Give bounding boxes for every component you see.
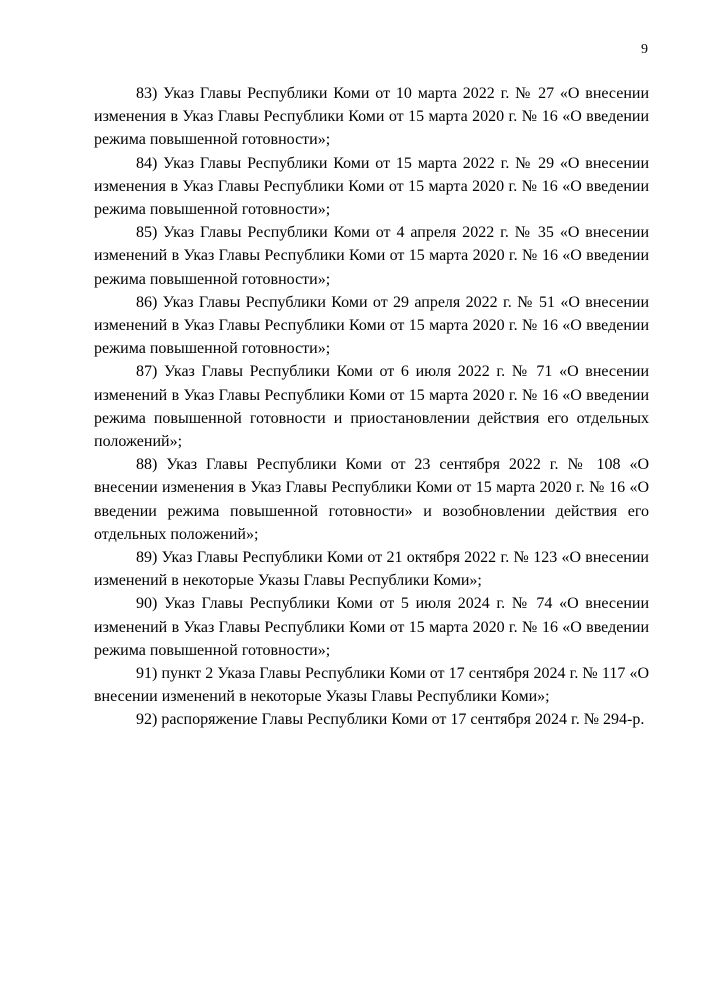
list-item-87: 87) Указ Главы Республики Коми от 6 июля 2022 г. № 71 «О внесении изменений в Указ Главы Республики Коми от 15 марта 2020 г. № 16 «О введении режима повышенной готовности и приостановлении действия его отдельных положений»; (94, 363, 649, 451)
list-item-91: 91) пункт 2 Указа Главы Республики Коми от 17 сентября 2024 г. № 117 «О внесении изменений в некоторые Указы Главы Республики Коми»; (94, 665, 649, 706)
list-item-86: 86) Указ Главы Республики Коми от 29 апреля 2022 г. № 51 «О внесении изменений в Указ Главы Республики Коми от 15 марта 2020 г. № 16 «О введении режима повышенной готовности»; (94, 293, 649, 358)
list-item-83: 83) Указ Главы Республики Коми от 10 марта 2022 г. № 27 «О внесении изменения в Указ Главы Республики Коми от 15 марта 2020 г. № 16 «О введении режима повышенной готовности»; (94, 85, 649, 149)
list-item-88: 88) Указ Главы Республики Коми от 23 сентября 2022 г. № 108 «О внесении изменения в Указ Главы Республики Коми от 15 марта 2020 г. № 16 «О введении режима повышенной готовности» и возобновлении действия его отдельных положений»; (94, 456, 649, 543)
list-item-85: 85) Указ Главы Республики Коми от 4 апреля 2022 г. № 35 «О внесении изменений в Указ Главы Республики Коми от 15 марта 2020 г. № 16 «О введении режима повышенной готовности»; (94, 224, 649, 288)
list-item-92: 92) распоряжение Главы Республики Коми от 17 сентября 2024 г. № 294-р. (136, 711, 645, 729)
list-item-90: 90) Указ Главы Республики Коми от 5 июля 2024 г. № 74 «О внесении изменений в Указ Главы Республики Коми от 15 марта 2020 г. № 16 «О введении режима повышенной готовности»; (94, 595, 649, 659)
page-number: 9 (641, 42, 648, 57)
list-item-84: 84) Указ Главы Республики Коми от 15 марта 2022 г. № 29 «О внесении изменения в Указ Главы Республики Коми от 15 марта 2020 г. № 16 «О введении режима повышенной готовности»; (94, 154, 649, 219)
list-item-89: 89) Указ Главы Республики Коми от 21 октября 2022 г. № 123 «О внесении изменений в некоторые Указы Главы Республики Коми»; (94, 549, 649, 590)
document-body (94, 82, 649, 732)
